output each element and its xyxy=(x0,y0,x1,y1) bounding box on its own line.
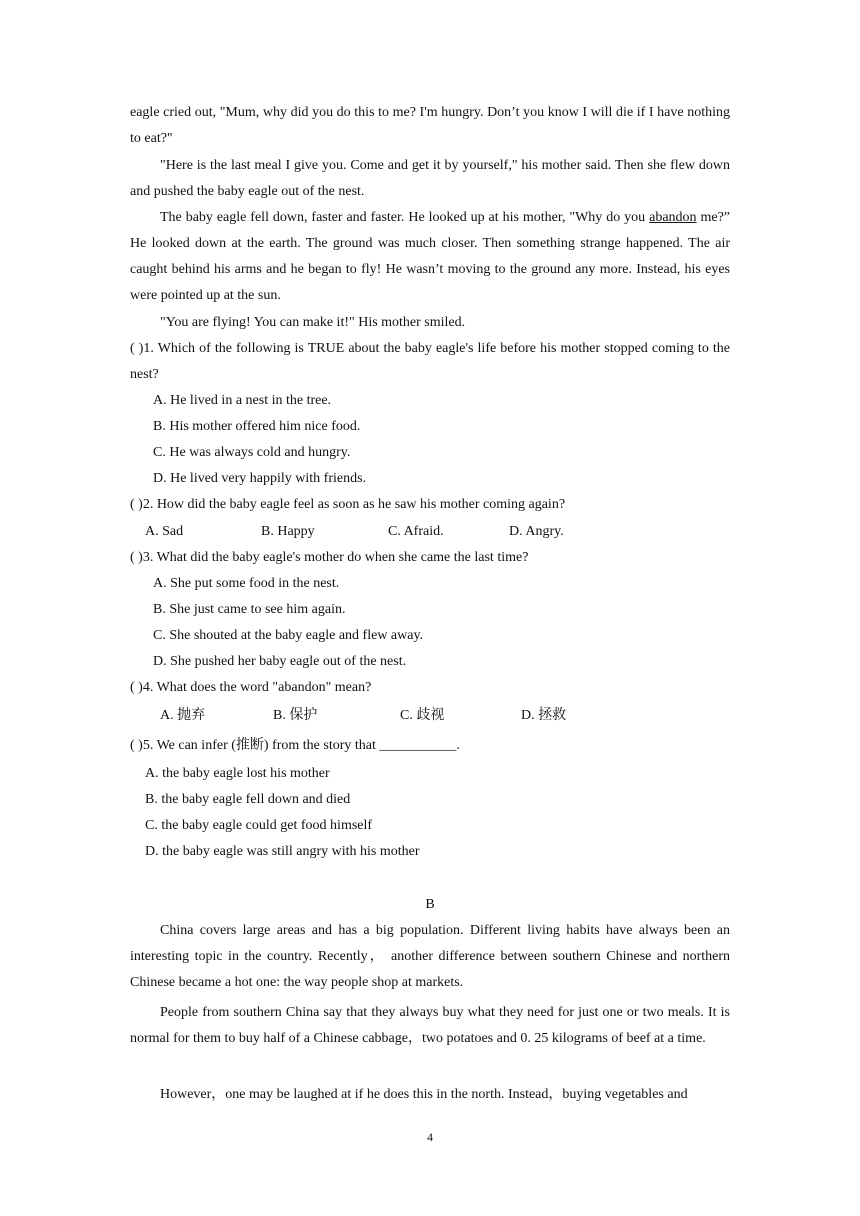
question-2-option-b: B. Happy xyxy=(261,524,315,539)
question-4-stem: ( )4. What does the word "abandon" mean? xyxy=(130,680,372,695)
question-1-option-c: C. He was always cold and hungry. xyxy=(153,445,351,460)
story-paragraph-4: "You are flying! You can make it!" His mother smiled. xyxy=(160,315,466,330)
section-b-paragraph-3: However，one may be laughed at if he does this in the north. Instead，buying vegetables and xyxy=(160,1087,688,1102)
section-b-heading: B xyxy=(425,897,435,912)
question-2-option-a: A. Sad xyxy=(145,524,184,539)
story-paragraph-3-before: The baby eagle fell down, faster and faster. He looked up at his mother, "Why do you xyxy=(160,210,650,225)
question-5-option-a: A. the baby eagle lost his mother xyxy=(145,766,330,781)
question-2-option-d: D. Angry. xyxy=(509,524,564,539)
story-paragraph-1: eagle cried out, "Mum, why did you do this to me? I'm hungry. Don’t you know I will die if I have nothing to eat?" xyxy=(130,105,730,146)
question-2-option-c: C. Afraid. xyxy=(388,524,444,539)
question-1-option-a: A. He lived in a nest in the tree. xyxy=(153,393,332,408)
question-1-option-d: D. He lived very happily with friends. xyxy=(153,471,367,486)
section-b-paragraph-2: People from southern China say that they always buy what they need for just one or two meals. It is normal for them to buy half of a Chinese cabbage，two potatoes and 0. 25 kilograms of beef at a time. xyxy=(130,1005,730,1046)
question-4-option-a: A. 抛弃 xyxy=(160,708,206,723)
question-5-option-d: D. the baby eagle was still angry with his mother xyxy=(145,844,420,859)
question-3-stem: ( )3. What did the baby eagle's mother do when she came the last time? xyxy=(130,550,529,565)
question-3-option-d: D. She pushed her baby eagle out of the nest. xyxy=(153,654,407,669)
question-4-option-d: D. 拯救 xyxy=(521,708,567,723)
question-2-stem: ( )2. How did the baby eagle feel as soon as he saw his mother coming again? xyxy=(130,497,566,512)
story-paragraph-2: "Here is the last meal I give you. Come and get it by yourself," his mother said. Then she flew down and pushed the baby eagle out of the nest. xyxy=(130,158,730,199)
question-4-option-c: C. 歧视 xyxy=(400,708,445,723)
question-5-option-c: C. the baby eagle could get food himself xyxy=(145,818,373,833)
underlined-word-abandon: abandon xyxy=(649,210,697,225)
question-1-option-b: B. His mother offered him nice food. xyxy=(153,419,361,434)
question-3-option-a: A. She put some food in the nest. xyxy=(153,576,340,591)
question-1-stem: ( )1. Which of the following is TRUE about the baby eagle's life before his mother stopped coming to the nest? xyxy=(130,341,730,382)
page-number: 4 xyxy=(427,1130,433,1144)
question-5-stem: ( )5. We can infer (推断) from the story that ___________. xyxy=(130,738,460,753)
section-b-paragraph-1: China covers large areas and has a big population. Different living habits have always been an interesting topic in the country. Recently， another difference between southern Chinese and northern Chinese became a hot one: the way people shop at markets. xyxy=(130,923,730,990)
question-3-option-b: B. She just came to see him again. xyxy=(153,602,346,617)
question-4-option-b: B. 保护 xyxy=(273,708,318,723)
story-paragraph-3-after: me?” He looked down at the earth. The ground was much closer. Then something strange happened. The air caught behind his arms and he began to fly! He wasn’t moving to the ground any more. Instead, his eyes were pointed up at the sun. xyxy=(130,210,731,303)
question-3-option-c: C. She shouted at the baby eagle and flew away. xyxy=(153,628,424,643)
story-paragraph-3 xyxy=(130,205,730,309)
question-5-option-b: B. the baby eagle fell down and died xyxy=(145,792,351,807)
